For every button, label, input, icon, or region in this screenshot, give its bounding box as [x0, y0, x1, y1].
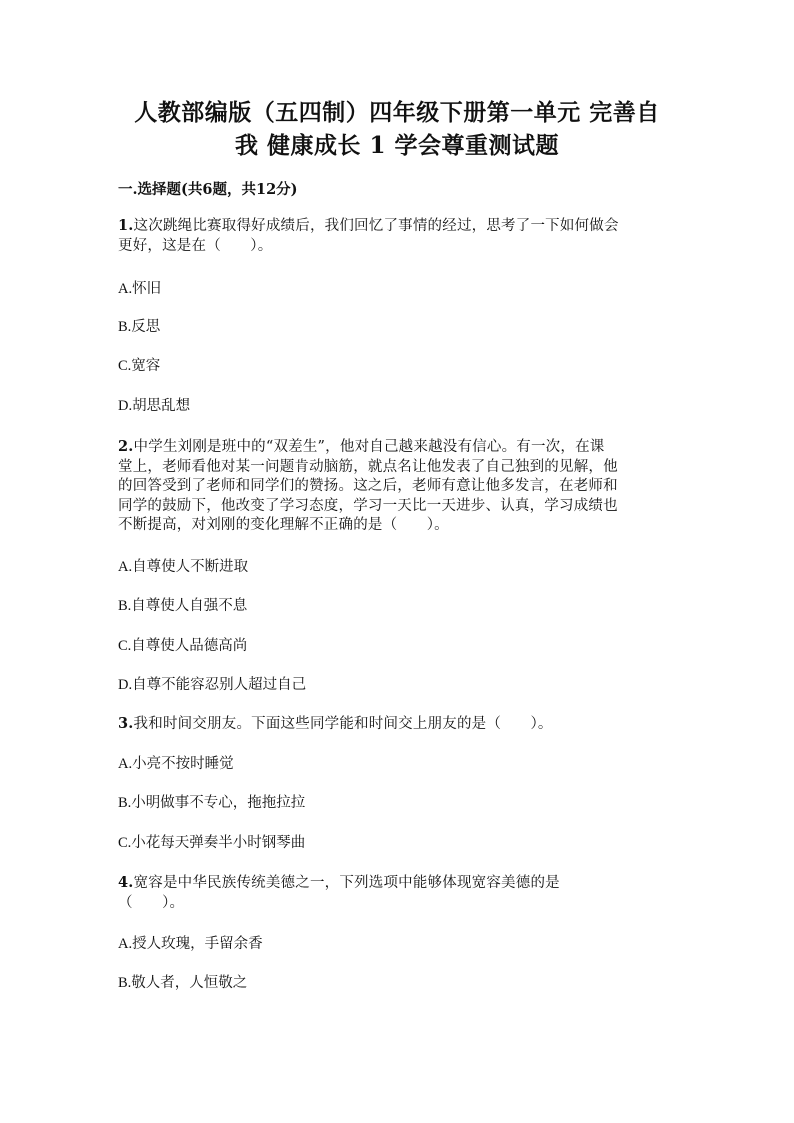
question-number: 2.	[118, 438, 134, 455]
question-2-option-d	[118, 675, 306, 695]
question-text-line: 这次跳绳比赛取得好成绩后，我们回忆了事情的经过，思考了一下如何做会	[133, 218, 619, 234]
question-number: 3.	[118, 715, 134, 732]
title-line-1: 人教部编版（五四制）四年级下册第一单元 完善自	[134, 99, 660, 126]
question-text-line: （ ）。	[118, 894, 185, 911]
option-text: 自尊不能容忍别人超过自己	[132, 677, 307, 693]
question-text-line: 同学的鼓励下，他改变了学习态度，学习一天比一天进步、认真，学习成绩也	[118, 497, 618, 514]
option-text: 自尊使人自强不息	[131, 598, 248, 614]
question-text-line: 堂上，老师看他对某一问题肯动脑筋，就点名让他发表了自己独到的见解，他	[118, 458, 618, 475]
option-letter: C.	[118, 638, 132, 654]
question-number: 1.	[118, 217, 134, 234]
option-text: 小亮不按时睡觉	[132, 756, 234, 772]
option-letter: B.	[118, 975, 132, 991]
question-2	[118, 437, 678, 536]
question-text-line: 不断提高，对刘刚的变化理解不正确的是（ ）。	[118, 517, 449, 533]
question-3-option-a	[118, 754, 234, 774]
question-1-option-b	[118, 317, 160, 337]
option-letter: A.	[118, 756, 133, 772]
option-letter: A.	[118, 936, 133, 952]
question-number: 4.	[118, 874, 134, 891]
question-2-option-b	[118, 596, 247, 616]
question-1-option-a	[118, 279, 161, 299]
option-letter: C.	[118, 358, 132, 374]
option-letter: A.	[118, 559, 133, 575]
option-letter: C.	[118, 835, 132, 851]
question-2-option-a	[118, 557, 248, 577]
option-text: 小花每天弹奏半小时钢琴曲	[131, 835, 306, 851]
option-text: 宽容	[131, 358, 161, 374]
question-4	[118, 873, 678, 913]
question-1-option-d	[118, 396, 190, 416]
question-1-option-c	[118, 356, 160, 376]
option-letter: A.	[118, 281, 133, 297]
option-letter: D.	[118, 398, 133, 414]
question-4-option-b	[118, 973, 247, 993]
question-text-line: 我和时间交朋友。下面这些同学能和时间交上朋友的是（ ）。	[133, 716, 553, 732]
option-text: 小明做事不专心，拖拖拉拉	[131, 795, 306, 811]
option-letter: B.	[118, 795, 132, 811]
option-text: 授人玫瑰，手留余香	[132, 936, 263, 952]
section-header: 一.选择题(共6题，共12分)	[118, 181, 298, 198]
question-text-line: 宽容是中华民族传统美德之一，下列选项中能够体现宽容美德的是	[133, 875, 560, 891]
document-title	[100, 96, 694, 162]
option-letter: D.	[118, 677, 133, 693]
option-text: 自尊使人品德高尚	[131, 638, 248, 654]
option-text: 胡思乱想	[132, 398, 191, 414]
question-2-option-c	[118, 636, 247, 656]
option-letter: B.	[118, 598, 132, 614]
question-text-line: 的回答受到了老师和同学们的赞扬。这之后，老师有意让他多发言，在老师和	[118, 478, 618, 494]
question-4-option-a	[118, 934, 263, 954]
option-text: 怀旧	[132, 281, 162, 297]
option-text: 自尊使人不断进取	[132, 559, 249, 575]
question-1	[118, 216, 678, 256]
question-3-option-b	[118, 793, 305, 813]
question-text-line: 中学生刘刚是班中的“双差生”，他对自己越来越没有信心。有一次，在课	[133, 439, 605, 455]
question-3	[118, 714, 678, 735]
question-text-line: 更好，这是在（ ）。	[118, 237, 273, 254]
question-3-option-c	[118, 833, 305, 853]
title-line-2: 我 健康成长 1 学会尊重测试题	[234, 132, 560, 159]
option-text: 反思	[131, 319, 161, 335]
option-letter: B.	[118, 319, 132, 335]
option-text: 敬人者，人恒敬之	[131, 975, 248, 991]
